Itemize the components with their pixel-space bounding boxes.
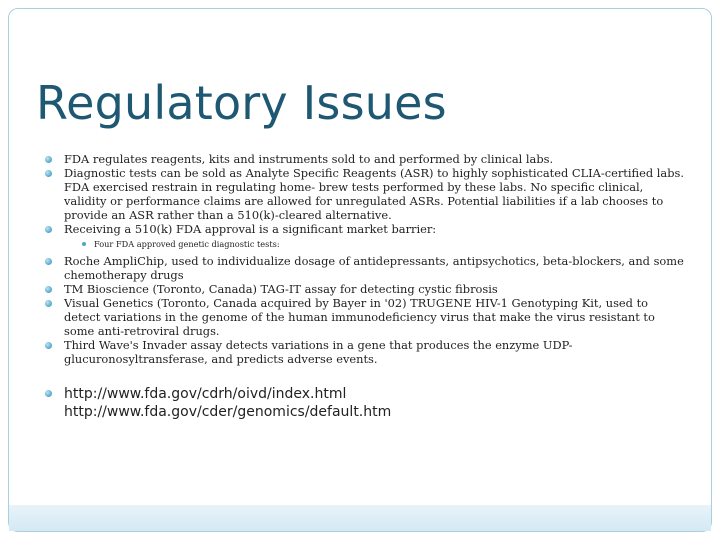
bullet-510k: Receiving a 510(k) FDA approval is a significant market barrier: <box>44 222 684 236</box>
bullet-asr: Diagnostic tests can be sold as Analyte Specific Reagents (ASR) to highly sophisticated CLIA-certified labs. FDA exercised restrain in regulating home- brew tests performed by these labs. No specific clinical, validity or performance claims are allowed for unregulated ASRs. Potential liabilities if a lab chooses to provide an ASR rather than a 510(k)-cleared alternative. <box>44 166 684 222</box>
url-link-oivd[interactable]: http://www.fda.gov/cdrh/oivd/index.html <box>64 386 347 403</box>
bullet-test-third-wave: Third Wave's Invader assay detects variations in a gene that produces the enzyme UDP-glucuronosyltransferase, and predicts adverse events. <box>44 338 684 366</box>
footer-band <box>9 505 711 531</box>
slide-title: Regulatory Issues <box>36 76 447 130</box>
url-link-genomics[interactable]: http://www.fda.gov/cder/genomics/default.htm <box>64 404 392 421</box>
bullet-test-tm-bioscience: TM Bioscience (Toronto, Canada) TAG-IT assay for detecting cystic fibrosis <box>44 282 684 296</box>
bullet-fda-regulates: FDA regulates reagents, kits and instruments sold to and performed by clinical labs. <box>44 152 684 166</box>
bullet-test-visual-genetics: Visual Genetics (Toronto, Canada acquired by Bayer in '02) TRUGENE HIV-1 Genotyping Kit, used to detect variations in the genome of the human immunodeficiency virus that make the virus resistant to some anti-retroviral drugs. <box>44 296 684 338</box>
slide-content <box>44 152 684 421</box>
sub-bullet-approved-tests: Four FDA approved genetic diagnostic tests: <box>82 238 684 250</box>
bullet-test-roche: Roche AmpliChip, used to individualize dosage of antidepressants, antipsychotics, beta-blockers, and some chemotherapy drugs <box>44 254 684 282</box>
bullet-urls <box>44 385 684 421</box>
